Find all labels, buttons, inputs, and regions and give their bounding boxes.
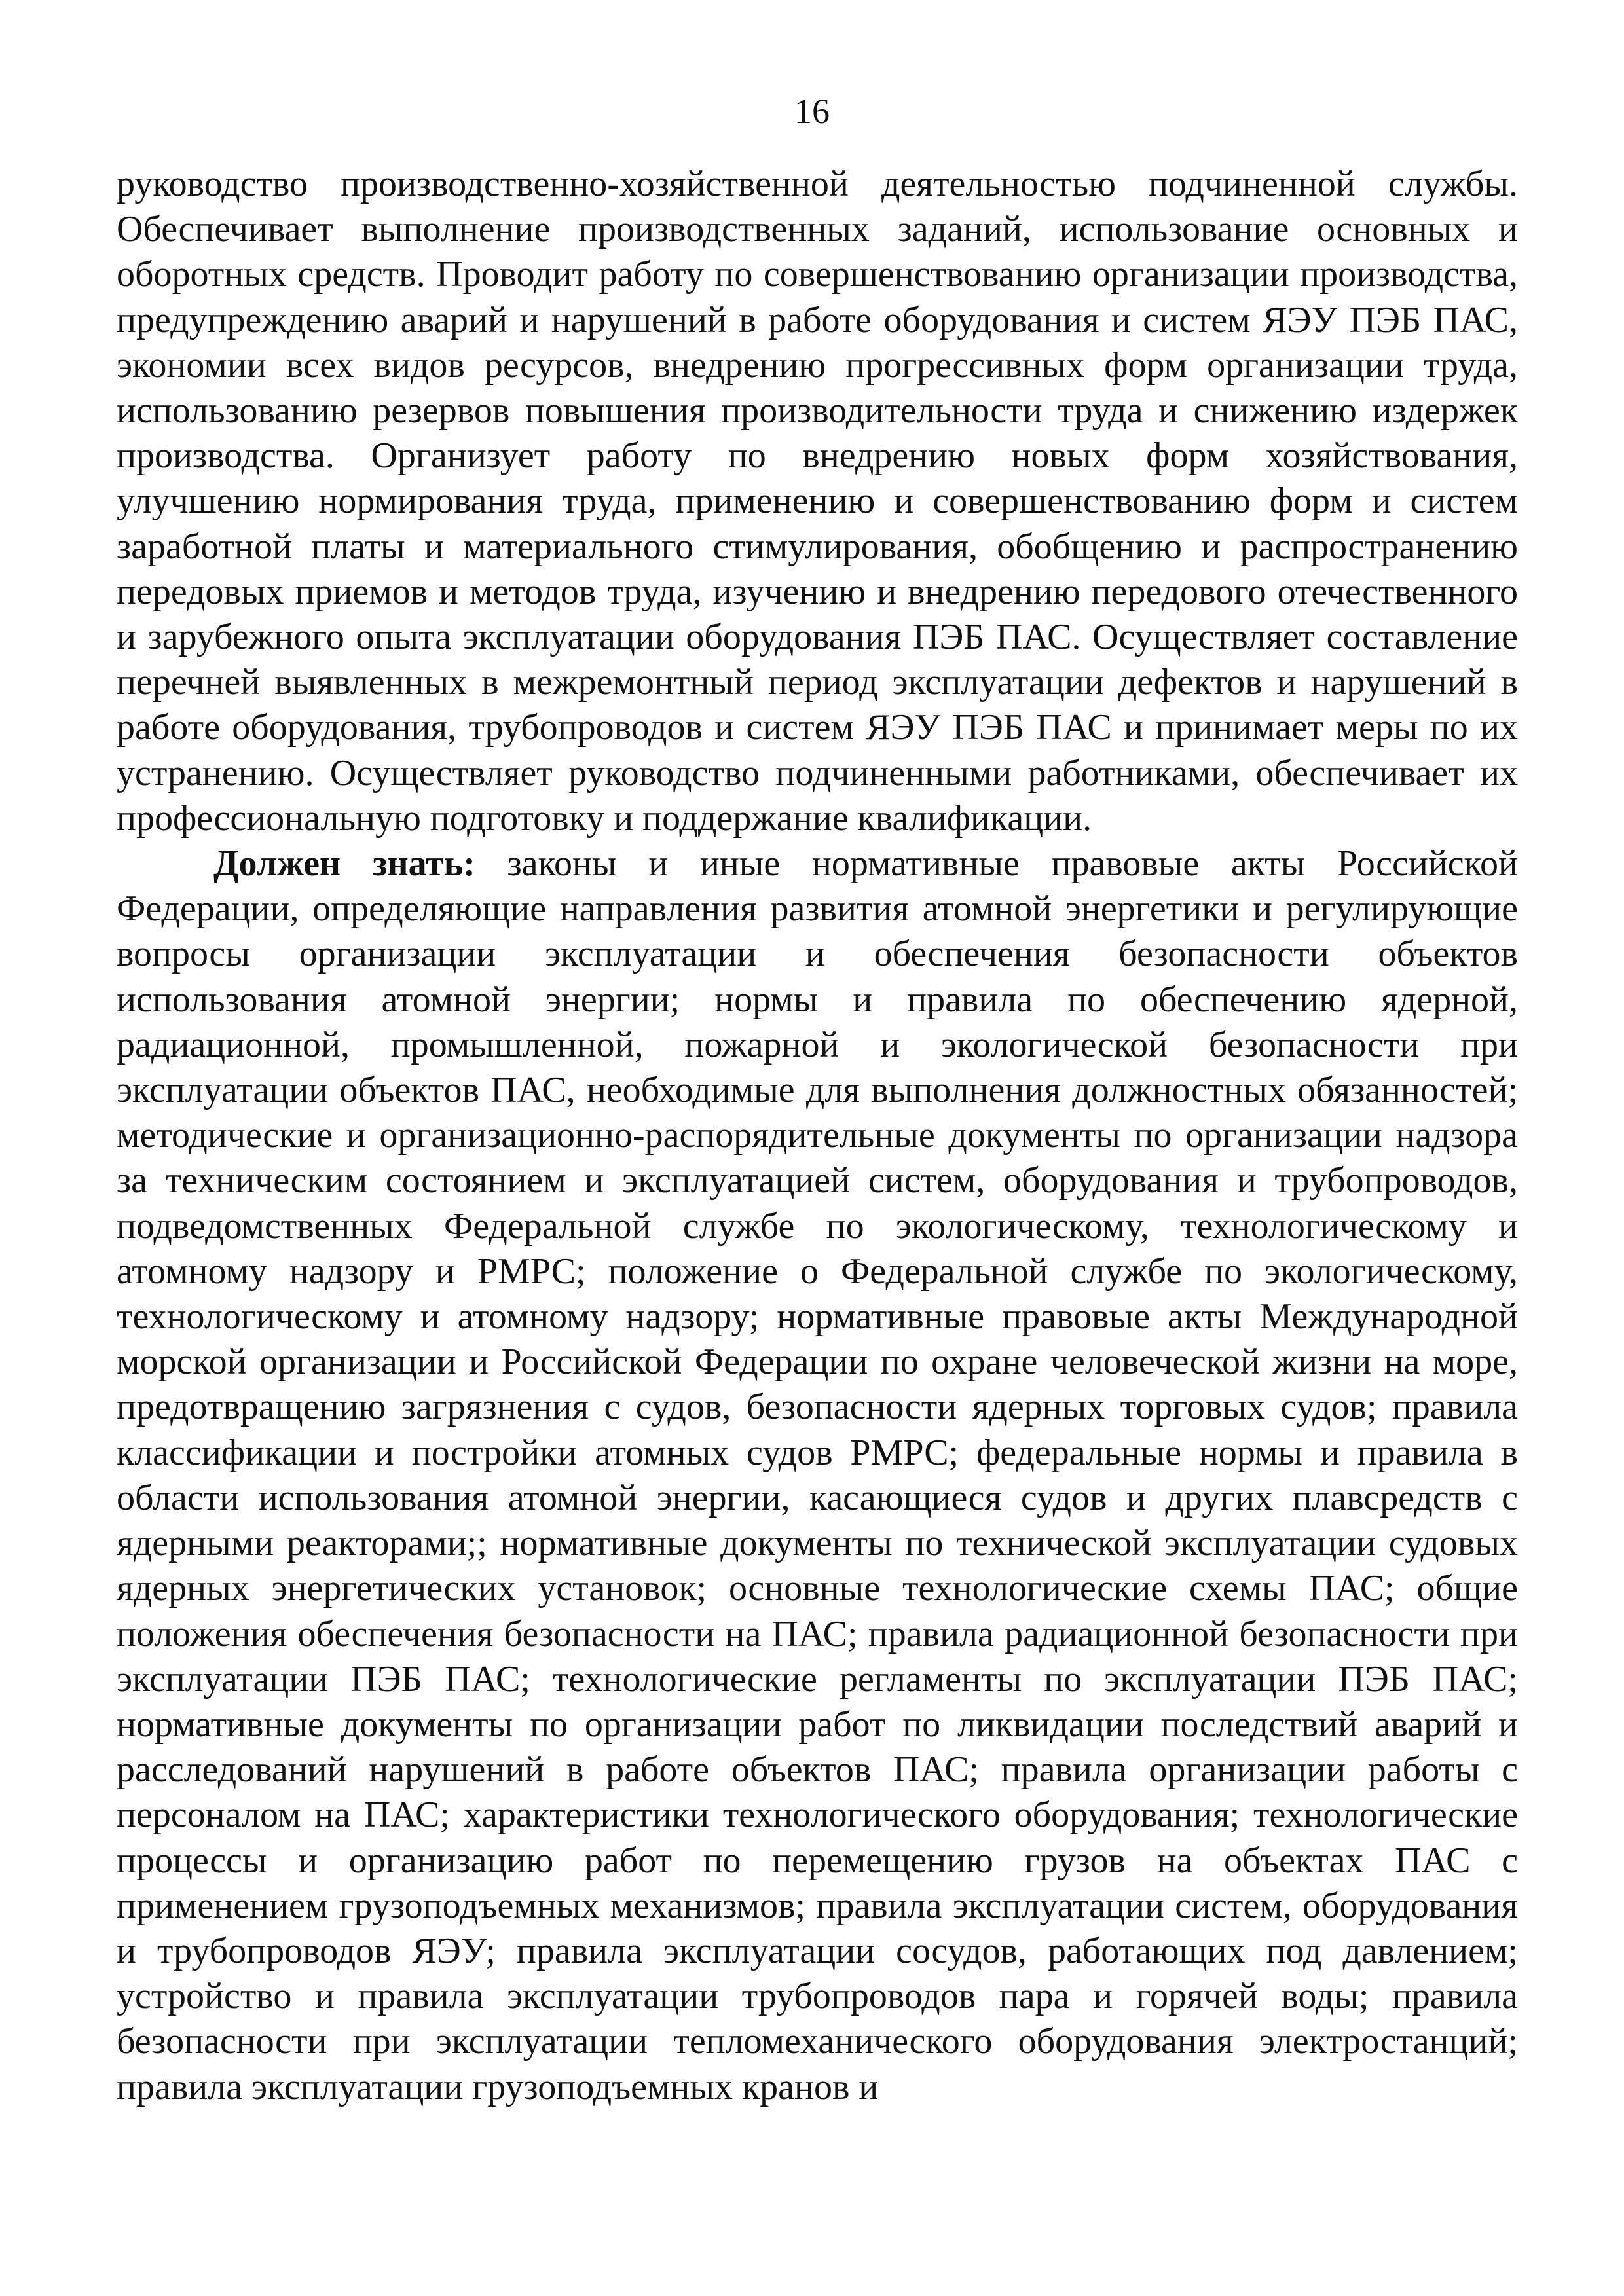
page-number: 16 — [794, 92, 830, 131]
paragraph-text: руководство производственно-хозяйственной деятельностью подчиненной службы. Обеспечивает выполнение производственных заданий, использование основных и оборотных средств. Проводит работу по совершенствованию организации производства, предупреждению аварий и нарушений в работе оборудования и систем ЯЭУ ПЭБ ПАС, экономии всех видов ресурсов, внедрению прогрессивных форм организации труда, использованию резервов повышения производительности труда и снижению издержек производства. Организует работу по внедрению новых форм хозяйствования, улучшению нормирования труда, применению и совершенствованию форм и систем заработной платы и материального стимулирования, обобщению и распространению передовых приемов и методов труда, изучению и внедрению передового отечественного и зарубежного опыта эксплуатации оборудования ПЭБ ПАС. Осуществляет составление перечней выявленных в межремонтный период эксплуатации дефектов и нарушений в работе оборудования, трубопроводов и систем ЯЭУ ПЭБ ПАС и принимает меры по их устранению. Осуществляет руководство подчиненными работниками, обеспечивает их профессиональную подготовку и поддержание квалификации. — [117, 164, 1518, 839]
paragraph-duties — [117, 162, 1518, 841]
paragraph-lead: Должен знать: — [213, 843, 475, 884]
paragraph-must-know — [117, 841, 1518, 2110]
paragraph-text: законы и иные нормативные правовые акты Российской Федерации, определяющие направления развития атомной энергетики и регулирующие вопросы организации эксплуатации и обеспечения безопасности объектов использования атомной энергии; нормы и правила по обеспечению ядерной, радиационной, промышленной, пожарной и экологической безопасности при эксплуатации объектов ПАС, необходимые для выполнения должностных обязанностей; методические и организационно-распорядительные документы по организации надзора за техническим состоянием и эксплуатацией систем, оборудования и трубопроводов, подведомственных Федеральной службе по экологическому, технологическому и атомному надзору и РМРС; положение о Федеральной службе по экологическому, технологическому и атомному надзору; нормативные правовые акты Международной морской организации и Российской Федерации по охране человеческой жизни на море, предотвращению загрязнения с судов, безопасности ядерных торговых судов; правила классификации и постройки атомных судов РМРС; федеральные нормы и правила в области использования атомной энергии, касающиеся судов и других плавсредств с ядерными реакторами;; нормативные документы по технической эксплуатации судовых ядерных энергетических установок; основные технологические схемы ПАС; общие положения обеспечения безопасности на ПАС; правила радиационной безопасности при эксплуатации ПЭБ ПАС; технологические регламенты по эксплуатации ПЭБ ПАС; нормативные документы по организации работ по ликвидации последствий аварий и расследований нарушений в работе объектов ПАС; правила организации работы с персоналом на ПАС; характеристики технологического оборудования; технологические процессы и организацию работ по перемещению грузов на объектах ПАС с применением грузоподъемных механизмов; правила эксплуатации систем, оборудования и трубопроводов ЯЭУ; правила эксплуатации сосудов, работающих под давлением; устройство и правила эксплуатации трубопроводов пара и горячей воды; правила безопасности при эксплуатации тепломеханического оборудования электростанций; правила эксплуатации грузоподъемных кранов и — [117, 843, 1518, 2107]
document-body — [117, 162, 1518, 2110]
